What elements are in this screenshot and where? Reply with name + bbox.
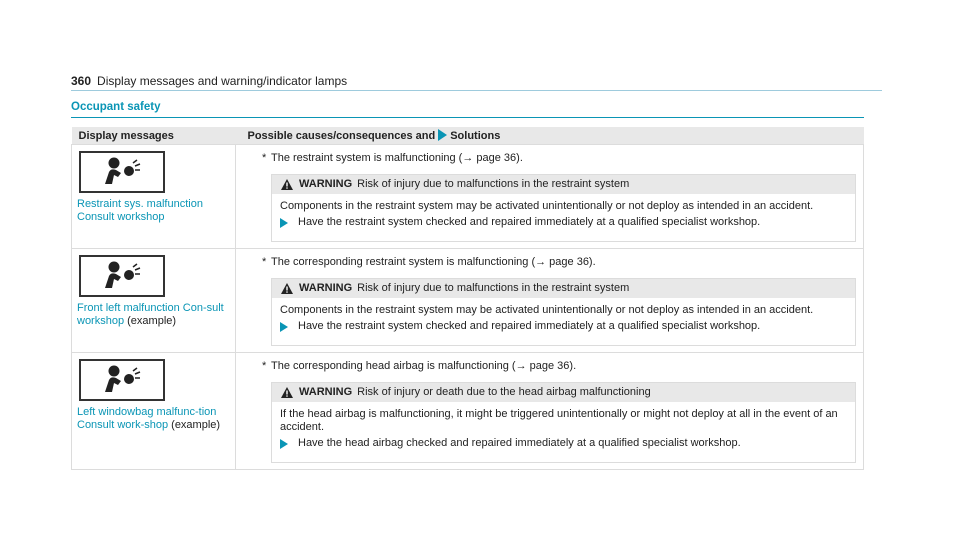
action-text: Have the restraint system checked and repaired immediately at a qualified specialist workshop.	[298, 320, 761, 332]
cause-solution-cell	[236, 145, 864, 249]
action-text: Have the restraint system checked and repaired immediately at a qualified specialist workshop.	[298, 216, 761, 228]
page-header-title: Display messages and warning/indicator lamps	[97, 74, 348, 88]
airbag-warning-icon	[79, 359, 165, 401]
bullet-star: *	[262, 152, 267, 164]
cause-text	[262, 359, 856, 373]
display-message-cell	[72, 249, 236, 353]
display-message-text	[77, 302, 235, 328]
column-header-causes-text: Possible causes/consequences and	[247, 130, 436, 142]
column-header-causes	[236, 127, 864, 145]
cause-text-content: The corresponding restraint system is malfunctioning (→ page 36).	[271, 256, 596, 268]
column-header-display-messages: Display messages	[72, 127, 236, 145]
header-divider	[71, 90, 882, 91]
bullet-star: *	[262, 360, 267, 372]
page-header	[71, 74, 347, 88]
action-item	[280, 213, 847, 235]
action-item	[280, 434, 847, 456]
table-row	[72, 353, 864, 470]
warning-label: WARNING	[299, 178, 353, 190]
section-divider	[71, 117, 864, 118]
warning-header	[272, 383, 855, 402]
warning-box	[271, 382, 856, 463]
message-text: Restraint sys. malfunction Consult workshop	[77, 198, 203, 223]
warning-title: Risk of injury or death due to the head airbag malfunctioning	[357, 386, 651, 398]
action-text: Have the head airbag checked and repaired immediately at a qualified specialist workshop.	[298, 437, 741, 449]
cause-text	[262, 255, 856, 269]
warning-triangle-icon	[281, 178, 293, 197]
column-header-solutions-text: Solutions	[450, 130, 501, 142]
section-title: Occupant safety	[71, 101, 161, 113]
warning-title: Risk of injury due to malfunctions in the restraint system	[357, 178, 630, 190]
warning-box	[271, 278, 856, 346]
warning-body	[272, 402, 855, 462]
page-number: 360	[71, 74, 92, 88]
cause-solution-cell	[236, 353, 864, 470]
warning-triangle-icon	[281, 386, 293, 405]
warning-body-text: Components in the restraint system may be activated unintentionally or not deploy as intended in an accident.	[280, 200, 814, 212]
warning-body-text: Components in the restraint system may be activated unintentionally or not deploy as intended in an accident.	[280, 304, 814, 316]
warning-body-text: If the head airbag is malfunctioning, it might be triggered unintentionally or might not deploy at all in the event of an accident.	[280, 408, 838, 433]
warning-body	[272, 298, 855, 345]
warning-box	[271, 174, 856, 242]
airbag-warning-icon	[79, 255, 165, 297]
action-item	[280, 317, 847, 339]
action-arrow-icon	[280, 439, 288, 449]
example-text: (example)	[171, 419, 221, 431]
solution-arrow-icon	[438, 129, 447, 141]
table-row	[72, 145, 864, 249]
display-message-text	[77, 198, 235, 224]
warning-header	[272, 175, 855, 194]
bullet-star: *	[262, 256, 267, 268]
warning-header	[272, 279, 855, 298]
warning-label: WARNING	[299, 386, 353, 398]
display-message-text	[77, 406, 235, 432]
display-messages-table	[71, 127, 864, 470]
action-arrow-icon	[280, 218, 288, 228]
cause-text-content: The restraint system is malfunctioning (→ page 36).	[271, 152, 523, 164]
warning-body	[272, 194, 855, 241]
example-text: (example)	[127, 315, 177, 327]
display-message-cell	[72, 145, 236, 249]
cause-text-content: The corresponding head airbag is malfunctioning (→ page 36).	[271, 360, 577, 372]
airbag-warning-icon	[79, 151, 165, 193]
warning-label: WARNING	[299, 282, 353, 294]
display-message-cell	[72, 353, 236, 470]
cause-text	[262, 151, 856, 165]
message-text: Front left malfunction Con-sult workshop	[77, 302, 224, 327]
table-row	[72, 249, 864, 353]
cause-solution-cell	[236, 249, 864, 353]
warning-triangle-icon	[281, 282, 293, 301]
action-arrow-icon	[280, 322, 288, 332]
message-text: Left windowbag malfunc-tion Consult work-shop	[77, 406, 217, 431]
table-header-row	[72, 127, 864, 145]
warning-title: Risk of injury due to malfunctions in the restraint system	[357, 282, 630, 294]
